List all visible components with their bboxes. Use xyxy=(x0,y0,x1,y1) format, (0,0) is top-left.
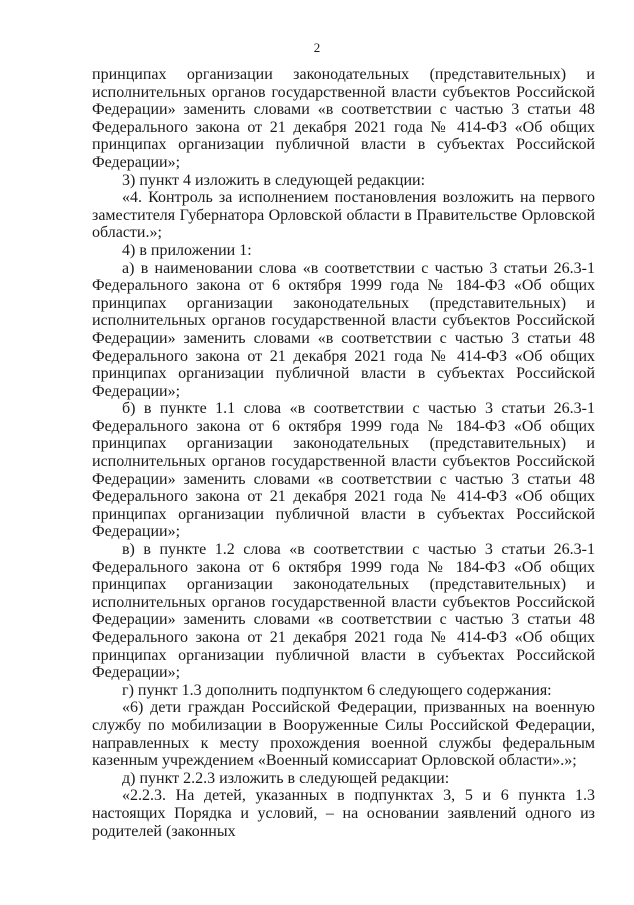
paragraph-item-4-text: «4. Контроль за исполнением постановления возложить на первого заместителя Губернатора Орловской области в Правительстве Орловской области.»; xyxy=(92,189,595,242)
paragraph-subitem-a: а) в наименовании слова «в соответствии с частью 3 статьи 26.3-1 Федерального закона от 6 октября 1999 года № 184-ФЗ «Об общих принципах организации законодательных (представительных) и исполнительных органов государственной власти субъектов Российской Федерации» заменить словами «в соответствии с частью 3 статьи 48 Федерального закона от 21 декабря 2021 года № 414-ФЗ «Об общих принципах организации публичной власти в субъектах Российской Федерации»; xyxy=(92,259,595,400)
paragraph-continuation: принципах организации законодательных (представительных) и исполнительных органов государственной власти субъектов Российской Федерации» заменить словами «в соответствии с частью 3 статьи 48 Федерального закона от 21 декабря 2021 года № 414-ФЗ «Об общих принципах организации публичной власти в субъектах Российской Федерации»; xyxy=(92,66,595,171)
paragraph-subitem-v: в) в пункте 1.2 слова «в соответствии с частью 3 статьи 26.3-1 Федерального закона от 6 октября 1999 года № 184-ФЗ «Об общих принципах организации законодательных (представительных) и исполнительных органов государственной власти субъектов Российской Федерации» заменить словами «в соответствии с частью 3 статьи 48 Федерального закона от 21 декабря 2021 года № 414-ФЗ «Об общих принципах организации публичной власти в субъектах Российской Федерации»; xyxy=(92,541,595,682)
paragraph-subitem-d: д) пункт 2.2.3 изложить в следующей редакции: xyxy=(122,769,450,787)
paragraph-subitem-g-text: «6) дети граждан Российской Федерации, призванных на военную службу по мобилизации в Вооруженные Силы Российской Федерации, направленных к месту прохождения военной службы федеральным казенным учреждением «Военный комиссариат Орловской области».»; xyxy=(92,699,595,770)
page-number: 2 xyxy=(313,40,321,55)
paragraph-subitem-g: г) пункт 1.3 дополнить подпунктом 6 следующего содержания: xyxy=(122,681,552,699)
paragraph-subitem-b: б) в пункте 1.1 слова «в соответствии с частью 3 статьи 26.3-1 Федерального закона от 6 октября 1999 года № 184-ФЗ «Об общих принципах организации законодательных (представительных) и исполнительных органов государственной власти субъектов Российской Федерации» заменить словами «в соответствии с частью 3 статьи 48 Федерального закона от 21 декабря 2021 года № 414-ФЗ «Об общих принципах организации публичной власти в субъектах Российской Федерации»; xyxy=(92,400,595,541)
paragraph-item-4: 4) в приложении 1: xyxy=(122,241,252,259)
paragraph-item-3: 3) пункт 4 изложить в следующей редакции: xyxy=(122,171,426,189)
paragraph-subitem-d-text: «2.2.3. На детей, указанных в подпунктах 3, 5 и 6 пункта 1.3 настоящих Порядка и условий, – на основании заявлений одного из родителей (законных xyxy=(92,787,595,840)
document-body xyxy=(92,66,595,840)
